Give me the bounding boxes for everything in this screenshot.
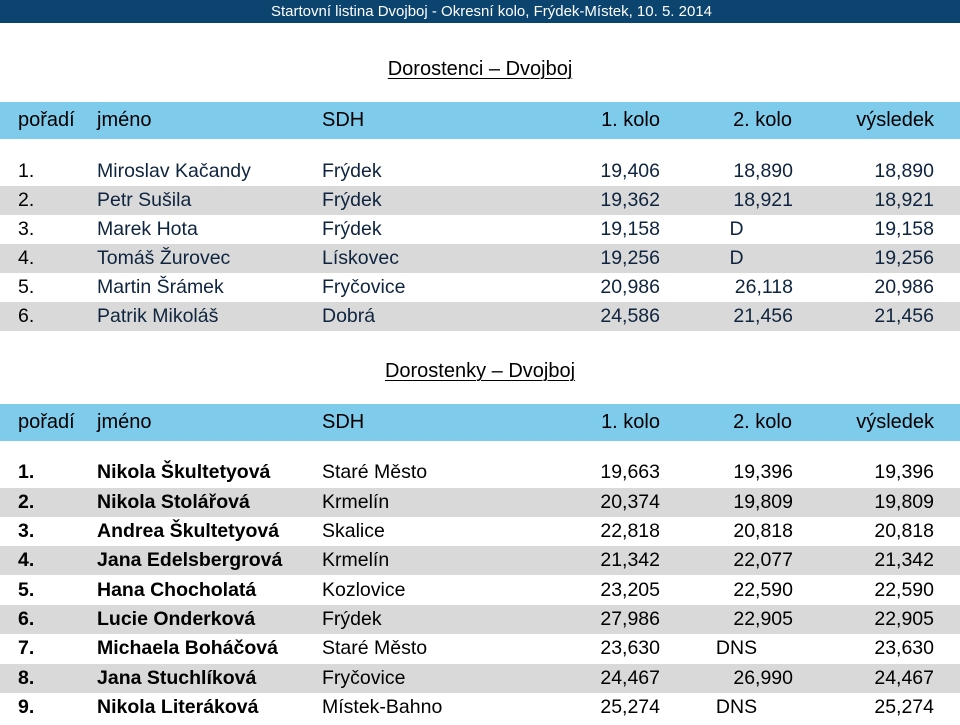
cell-round-2: DNS xyxy=(715,696,758,718)
cell-result: 20,986 xyxy=(874,276,934,298)
cell-result: 18,921 xyxy=(874,189,934,211)
cell-name: Andrea Škultetyová xyxy=(97,520,280,542)
cell-round-1: 24,586 xyxy=(600,305,660,327)
cell-sdh: Místek-Bahno xyxy=(322,696,443,718)
table-row xyxy=(0,458,960,487)
cell-rank: 5. xyxy=(18,276,35,298)
cell-name: Jana Stuchlíková xyxy=(97,667,257,689)
cell-rank: 3. xyxy=(18,218,35,240)
cell-round-1: 19,256 xyxy=(600,247,660,269)
cell-result: 19,256 xyxy=(874,247,934,269)
header-result: výsledek xyxy=(856,109,934,131)
cell-round-1: 22,818 xyxy=(600,520,660,542)
cell-result: 20,818 xyxy=(874,520,934,542)
header-round-2: 2. kolo xyxy=(733,109,792,131)
cell-sdh: Dobrá xyxy=(322,305,376,327)
table-row xyxy=(0,634,960,663)
cell-rank: 7. xyxy=(18,637,35,659)
cell-sdh: Krmelín xyxy=(322,549,390,571)
cell-name: Nikola Škultetyová xyxy=(97,461,271,483)
cell-round-2: 19,809 xyxy=(733,491,793,513)
cell-round-2: 22,590 xyxy=(733,579,793,601)
cell-round-2: 26,990 xyxy=(733,667,793,689)
cell-round-2: 26,118 xyxy=(734,276,793,298)
table-header-dorostenky xyxy=(0,404,960,441)
cell-round-2: 22,077 xyxy=(733,549,793,571)
cell-name: Hana Chocholatá xyxy=(97,579,257,601)
table-row xyxy=(0,693,960,722)
cell-sdh: Frýdek xyxy=(322,189,382,211)
cell-rank: 4. xyxy=(18,549,35,571)
cell-sdh: Frýdek xyxy=(322,608,382,630)
cell-result: 25,274 xyxy=(874,696,934,718)
table-row xyxy=(0,664,960,693)
cell-sdh: Fryčovice xyxy=(322,276,406,298)
cell-sdh: Staré Město xyxy=(322,461,428,483)
header-sdh: SDH xyxy=(322,411,365,433)
header-name: jméno xyxy=(97,109,152,131)
cell-result: 22,590 xyxy=(874,579,934,601)
header-sdh: SDH xyxy=(322,109,365,131)
cell-round-2: D xyxy=(729,247,744,269)
cell-rank: 1. xyxy=(18,160,35,182)
section-title-dorostenky: Dorostenky – Dvojboj xyxy=(384,360,576,382)
cell-round-2: DNS xyxy=(715,637,758,659)
cell-round-1: 19,362 xyxy=(600,189,660,211)
cell-round-2: 20,818 xyxy=(733,520,793,542)
cell-rank: 6. xyxy=(18,608,35,630)
cell-sdh: Kozlovice xyxy=(322,579,406,601)
cell-name: Petr Sušila xyxy=(97,189,192,211)
cell-round-2: 19,396 xyxy=(733,461,793,483)
table-row xyxy=(0,186,960,215)
cell-rank: 4. xyxy=(18,247,35,269)
cell-sdh: Krmelín xyxy=(322,491,390,513)
cell-name: Tomáš Žurovec xyxy=(97,247,231,269)
table-row xyxy=(0,215,960,244)
cell-name: Jana Edelsbergrová xyxy=(97,549,283,571)
cell-name: Martin Šrámek xyxy=(97,276,224,298)
cell-result: 18,890 xyxy=(874,160,934,182)
cell-result: 21,456 xyxy=(874,305,934,327)
cell-result: 19,809 xyxy=(874,491,934,513)
cell-name: Miroslav Kačandy xyxy=(97,160,251,182)
cell-result: 21,342 xyxy=(874,549,934,571)
cell-result: 19,396 xyxy=(874,461,934,483)
cell-round-1: 24,467 xyxy=(600,667,660,689)
cell-round-2: D xyxy=(729,218,744,240)
cell-result: 24,467 xyxy=(874,667,934,689)
cell-round-1: 23,205 xyxy=(600,579,660,601)
cell-rank: 1. xyxy=(18,461,35,483)
cell-name: Nikola Stolářová xyxy=(97,491,250,513)
header-round-2: 2. kolo xyxy=(733,411,792,433)
header-name: jméno xyxy=(97,411,152,433)
header-round-1: 1. kolo xyxy=(601,411,660,433)
cell-round-1: 19,158 xyxy=(600,218,660,240)
cell-rank: 5. xyxy=(18,579,35,601)
cell-sdh: Frýdek xyxy=(322,218,382,240)
header-rank: pořadí xyxy=(18,411,75,433)
cell-name: Patrik Mikoláš xyxy=(97,305,219,327)
cell-result: 19,158 xyxy=(874,218,934,240)
cell-sdh: Fryčovice xyxy=(322,667,406,689)
table-row xyxy=(0,546,960,575)
cell-round-1: 20,986 xyxy=(600,276,660,298)
cell-sdh: Lískovec xyxy=(322,247,399,269)
cell-rank: 2. xyxy=(18,189,35,211)
cell-sdh: Skalice xyxy=(322,520,385,542)
cell-round-2: 21,456 xyxy=(733,305,793,327)
cell-round-2: 22,905 xyxy=(733,608,793,630)
header-rank: pořadí xyxy=(18,109,75,131)
table-row xyxy=(0,605,960,634)
cell-round-2: 18,921 xyxy=(733,189,793,211)
table-row xyxy=(0,517,960,546)
cell-round-1: 27,986 xyxy=(600,608,660,630)
cell-sdh: Staré Město xyxy=(322,637,428,659)
cell-name: Lucie Onderková xyxy=(97,608,256,630)
table-row xyxy=(0,273,960,302)
cell-name: Marek Hota xyxy=(97,218,198,240)
cell-rank: 8. xyxy=(18,667,35,689)
cell-round-1: 19,406 xyxy=(600,160,660,182)
cell-result: 23,630 xyxy=(874,637,934,659)
header-round-1: 1. kolo xyxy=(601,109,660,131)
header-result: výsledek xyxy=(856,411,934,433)
cell-round-1: 23,630 xyxy=(600,637,660,659)
cell-round-2: 18,890 xyxy=(733,160,793,182)
cell-round-1: 20,374 xyxy=(600,491,660,513)
cell-round-1: 21,342 xyxy=(600,549,660,571)
table-row xyxy=(0,576,960,605)
table-row xyxy=(0,302,960,331)
cell-result: 22,905 xyxy=(874,608,934,630)
cell-rank: 6. xyxy=(18,305,35,327)
table-row xyxy=(0,244,960,273)
cell-rank: 9. xyxy=(18,696,35,718)
cell-round-1: 19,663 xyxy=(600,461,660,483)
table-row xyxy=(0,488,960,517)
table-header-dorostenci xyxy=(0,102,960,139)
table-row xyxy=(0,157,960,186)
banner-title: Startovní listina Dvojboj - Okresní kolo, Frýdek-Místek, 10. 5. 2014 xyxy=(270,3,712,20)
cell-round-1: 25,274 xyxy=(600,696,660,718)
cell-name: Michaela Boháčová xyxy=(97,637,278,659)
cell-rank: 2. xyxy=(18,491,35,513)
cell-name: Nikola Literáková xyxy=(97,696,259,718)
document-banner xyxy=(0,0,960,23)
section-title-dorostenci: Dorostenci – Dvojboj xyxy=(387,58,573,80)
cell-rank: 3. xyxy=(18,520,35,542)
cell-sdh: Frýdek xyxy=(322,160,382,182)
